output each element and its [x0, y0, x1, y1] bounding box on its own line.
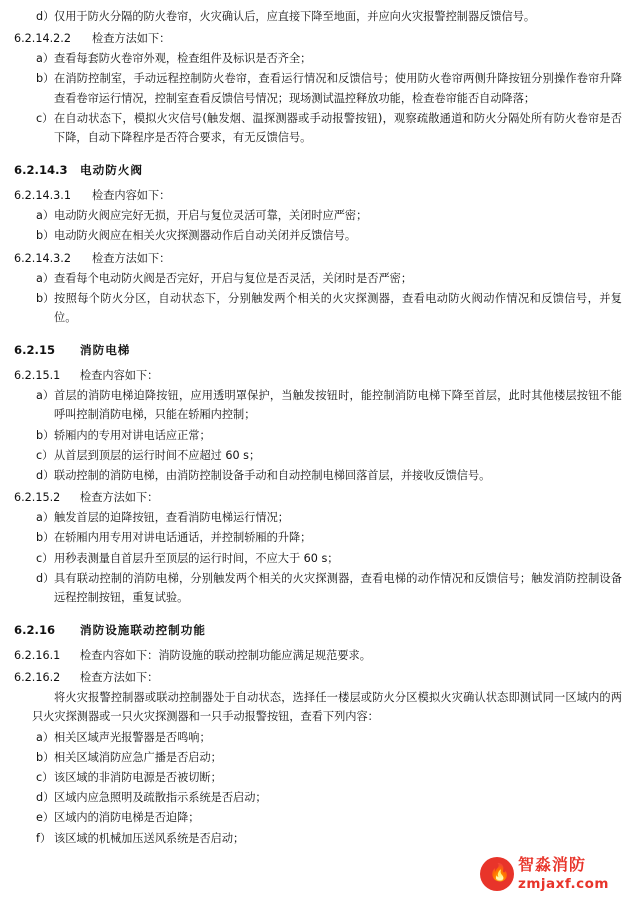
- section-title: 消防电梯: [80, 343, 131, 358]
- clause-number: 6.2.14.3.2: [14, 251, 71, 265]
- clause-number: 6.2.16.1: [14, 649, 61, 663]
- list-item: [14, 528, 626, 547]
- list-item: [14, 829, 626, 848]
- list-item: [14, 788, 626, 807]
- list-item: [14, 386, 626, 424]
- list-item-marker: b）: [36, 229, 55, 243]
- list-item: [14, 748, 626, 767]
- clause-line: [14, 29, 626, 48]
- list-item-text: 具有联动控制的消防电梯，分别触发两个相关的火灾探测器，查看电梯的动作情况和反馈信号；触发消防控制设备远程控制按钮，重复试验。: [54, 571, 622, 605]
- list-item: [14, 269, 626, 288]
- list-item-marker: f）: [36, 831, 52, 845]
- list-item: [14, 289, 626, 327]
- list-item: [14, 69, 626, 107]
- section-number: 6.2.16: [14, 623, 56, 638]
- list-item-marker: a）: [36, 209, 55, 223]
- list-item: [14, 508, 626, 527]
- list-item-marker: d）: [36, 571, 55, 585]
- list-item-text: 联动控制的消防电梯，由消防控制设备手动和自动控制电梯回落首层，并接收反馈信号。: [54, 469, 491, 483]
- clause-text: 检查内容如下：消防设施的联动控制功能应满足规范要求。: [80, 649, 371, 663]
- watermark-logo: [480, 853, 630, 897]
- list-item: [14, 569, 626, 607]
- list-item-text: 电动防火阀应完好无损，开启与复位灵活可靠，关闭时应严密；: [54, 209, 368, 223]
- list-item-text: 该区域的机械加压送风系统是否启动；: [54, 831, 245, 845]
- list-item-text: 该区域的非消防电源是否被切断；: [54, 771, 222, 785]
- list-item-marker: a）: [36, 511, 55, 525]
- list-item: [14, 426, 626, 445]
- list-item: [14, 466, 626, 485]
- list-item-marker: e）: [36, 811, 55, 825]
- list-item-marker: c）: [36, 111, 54, 125]
- list-item-text: 轿厢内的专用对讲电话应正常；: [54, 428, 211, 442]
- list-item-marker: c）: [36, 551, 54, 565]
- list-item: [14, 549, 626, 568]
- clause-number: 6.2.15.1: [14, 369, 61, 383]
- paragraph: 将火灾报警控制器或联动控制器处于自动状态，选择任一楼层或防火分区模拟火灾确认状态即测试同一区域内的两只火灾探测器或一只火灾探测器和一只手动报警按钮，查看下列内容：: [32, 691, 622, 724]
- watermark-brand-cn: 智淼消防: [518, 855, 587, 874]
- list-item: [14, 728, 626, 747]
- list-item-marker: c）: [36, 771, 54, 785]
- list-item-text: 在自动状态下，模拟火灾信号(触发烟、温探测器或手动报警按钮)，观察疏散通道和防火分隔处所有防火卷帘是否下降，自动下降程序是否符合要求，有无反馈信号。: [54, 111, 622, 145]
- list-item-marker: a）: [36, 52, 55, 66]
- list-item: [14, 808, 626, 827]
- watermark-brand-en: zmjaxf.com: [518, 876, 609, 892]
- list-item-marker: b）: [36, 750, 55, 764]
- list-item: [14, 226, 626, 245]
- list-item-text: 区域内应急照明及疏散指示系统是否启动；: [54, 791, 267, 805]
- list-item: [14, 206, 626, 225]
- section-title: 消防设施联动控制功能: [80, 623, 206, 638]
- list-item: [14, 49, 626, 68]
- list-item-text: 从首层到顶层的运行时间不应超过 60 s；: [54, 448, 261, 462]
- list-item-text: 按照每个防火分区，自动状态下，分别触发两个相关的火灾探测器，查看电动防火阀动作情况和反馈信号，并复位。: [54, 291, 622, 325]
- flame-icon: [480, 857, 514, 891]
- clause-text: 检查内容如下：: [92, 189, 171, 203]
- clause-text: 检查方法如下：: [80, 491, 159, 505]
- clause-number: 6.2.16.2: [14, 671, 61, 685]
- list-item: [14, 7, 626, 26]
- section-heading: [14, 621, 626, 640]
- list-item: [14, 768, 626, 787]
- clause-text: 检查方法如下：: [92, 251, 171, 265]
- clause-number: 6.2.14.3.1: [14, 189, 71, 203]
- list-item-marker: a）: [36, 389, 55, 403]
- list-item-marker: c）: [36, 448, 54, 462]
- list-item-text: 触发首层的迫降按钮，查看消防电梯运行情况；: [54, 511, 289, 525]
- clause-text: 检查内容如下：: [80, 369, 159, 383]
- clause-number: 6.2.15.2: [14, 491, 61, 505]
- clause-line: [14, 646, 626, 665]
- list-item-marker: a）: [36, 271, 55, 285]
- list-item-text: 仅用于防火分隔的防火卷帘，火灾确认后，应直接下降至地面，并应向火灾报警控制器反馈信号。: [54, 10, 536, 23]
- list-item-text: 区域内的消防电梯是否迫降；: [54, 811, 200, 825]
- list-item-text: 首层的消防电梯迫降按钮，应用透明罩保护，当触发按钮时，能控制消防电梯下降至首层，此时其他楼层按钮不能呼叫控制消防电梯，只能在轿厢内控制；: [54, 389, 622, 422]
- list-item-text: 相关区域消防应急广播是否启动；: [54, 750, 222, 764]
- list-item-marker: d）: [36, 469, 55, 483]
- list-item-text: 在消防控制室，手动远程控制防火卷帘，查看运行情况和反馈信号；使用防火卷帘两侧升降按钮分别操作卷帘升降查看卷帘运行情况，控制室查看反馈信号情况；现场测试温控释放功能，检查卷帘能否自动降落；: [54, 72, 622, 105]
- section-number: 6.2.14.3: [14, 163, 68, 178]
- list-item-text: 在轿厢内用专用对讲电话通话，并控制轿厢的升降；: [54, 531, 312, 545]
- clause-text: 检查方法如下：: [80, 671, 159, 685]
- section-title: 电动防火阀: [80, 163, 143, 178]
- section-heading: [14, 341, 626, 360]
- list-item-marker: a）: [36, 730, 55, 744]
- list-item: [14, 446, 626, 465]
- list-item-text: 查看每个电动防火阀是否完好，开启与复位是否灵活，关闭时是否严密；: [54, 271, 413, 285]
- list-item-marker: b）: [36, 531, 55, 545]
- list-item-text: 查看每套防火卷帘外观，检查组件及标识是否齐全；: [54, 52, 312, 66]
- clause-line: [14, 668, 626, 687]
- section-number: 6.2.15: [14, 343, 56, 358]
- list-item-marker: b）: [36, 428, 55, 442]
- list-item-marker: d）: [36, 10, 55, 23]
- clause-line: [14, 249, 626, 268]
- clause-number: 6.2.14.2.2: [14, 32, 71, 46]
- list-item-marker: b）: [36, 291, 55, 305]
- flame-glyph: 🔥: [489, 863, 511, 883]
- list-item-marker: b）: [36, 72, 55, 86]
- clause-text: 检查方法如下：: [92, 32, 171, 46]
- clause-line: [14, 488, 626, 507]
- list-item-marker: d）: [36, 791, 55, 805]
- list-item-text: 电动防火阀应在相关火灾探测器动作后自动关闭并反馈信号。: [54, 229, 357, 243]
- list-item: [14, 109, 626, 147]
- clause-line: [14, 186, 626, 205]
- clause-line: [14, 366, 626, 385]
- list-item-text: 相关区域声光报警器是否鸣响；: [54, 730, 211, 744]
- section-heading: [14, 161, 626, 180]
- list-item-text: 用秒表测量自首层升至顶层的运行时间，不应大于 60 s；: [54, 551, 339, 565]
